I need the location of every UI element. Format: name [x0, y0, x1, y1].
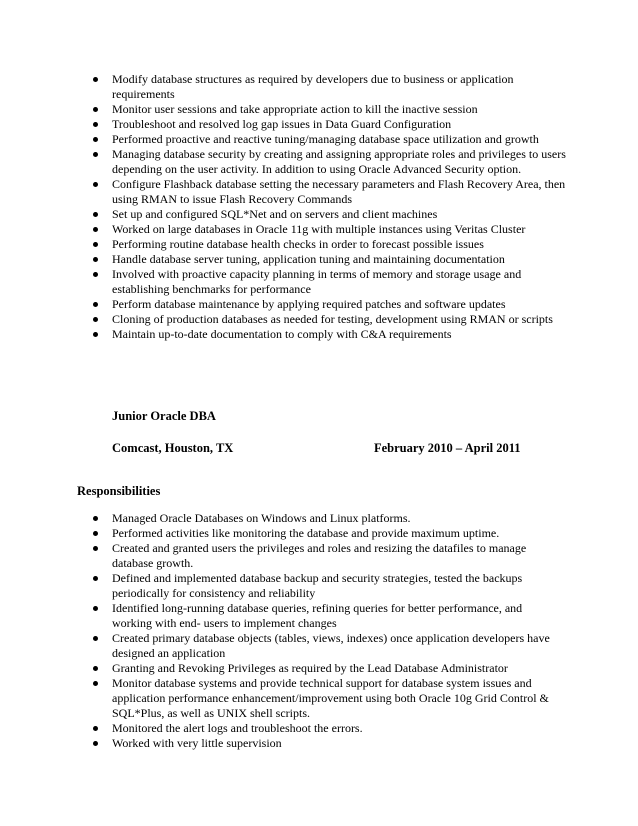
employer-location: Comcast, Houston, TX: [112, 441, 234, 455]
list-item: Created primary database objects (tables, views, indexes) once application developers have designed an application: [92, 631, 552, 661]
list-item: Defined and implemented database backup and security strategies, tested the backups periodically for consistency and reliability: [92, 571, 552, 601]
duties-list: [92, 72, 570, 342]
responsibilities-heading: Responsibilities: [77, 484, 161, 498]
list-item: Cloning of production databases as needed for testing, development using RMAN or scripts: [92, 312, 570, 327]
list-item: Performed proactive and reactive tuning/managing database space utilization and growth: [92, 132, 570, 147]
list-item: Worked with very little supervision: [92, 736, 552, 751]
list-item: Performing routine database health checks in order to forecast possible issues: [92, 237, 570, 252]
list-item: Monitor database systems and provide technical support for database system issues and application performance enhancement/improvement using both Oracle 10g Grid Control & SQL*Plus, as well as UNIX shell scripts.: [92, 676, 552, 721]
list-item: Troubleshoot and resolved log gap issues in Data Guard Configuration: [92, 117, 570, 132]
list-item: Perform database maintenance by applying required patches and software updates: [92, 297, 570, 312]
list-item: Worked on large databases in Oracle 11g with multiple instances using Veritas Cluster: [92, 222, 570, 237]
list-item: Managing database security by creating and assigning appropriate roles and privileges to users depending on the user activity. In addition to using Oracle Advanced Security option.: [92, 147, 570, 177]
responsibilities-list: [92, 511, 552, 751]
list-item: Modify database structures as required by developers due to business or application requirements: [92, 72, 570, 102]
list-item: Maintain up-to-date documentation to comply with C&A requirements: [92, 327, 570, 342]
list-item: Involved with proactive capacity planning in terms of memory and storage usage and establishing benchmarks for performance: [92, 267, 570, 297]
list-item: Managed Oracle Databases on Windows and Linux platforms.: [92, 511, 552, 526]
list-item: Configure Flashback database setting the necessary parameters and Flash Recovery Area, then using RMAN to issue Flash Recovery Commands: [92, 177, 570, 207]
employment-dates: February 2010 – April 2011: [374, 441, 521, 455]
job-title: Junior Oracle DBA: [112, 409, 216, 423]
list-item: Monitored the alert logs and troubleshoot the errors.: [92, 721, 552, 736]
list-item: Identified long-running database queries, refining queries for better performance, and working with end- users to implement changes: [92, 601, 552, 631]
list-item: Monitor user sessions and take appropriate action to kill the inactive session: [92, 102, 570, 117]
list-item: Handle database server tuning, application tuning and maintaining documentation: [92, 252, 570, 267]
list-item: Created and granted users the privileges and roles and resizing the datafiles to manage database growth.: [92, 541, 552, 571]
list-item: Performed activities like monitoring the database and provide maximum uptime.: [92, 526, 552, 541]
list-item: Granting and Revoking Privileges as required by the Lead Database Administrator: [92, 661, 552, 676]
list-item: Set up and configured SQL*Net and on servers and client machines: [92, 207, 570, 222]
